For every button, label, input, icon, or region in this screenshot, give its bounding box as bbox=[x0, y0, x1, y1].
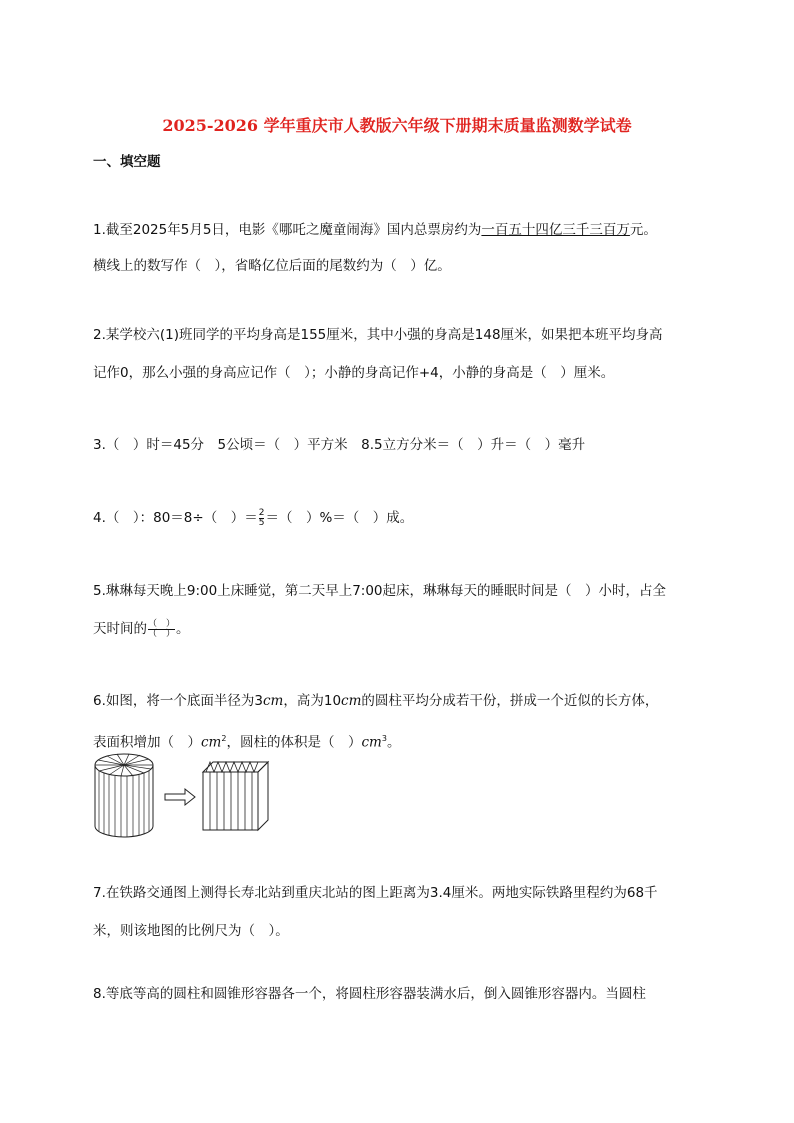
section-heading: 一、填空题 bbox=[93, 154, 161, 170]
question-3-line-1: 3.（ ）时＝45分 5公顷＝（ ）平方米 8.5立方分米＝（ ）升＝（ ）毫升 bbox=[93, 437, 586, 453]
question-5 bbox=[93, 573, 703, 647]
question-1-line-2: 横线上的数写作（ ），省略亿位后面的尾数约为（ ）亿。 bbox=[93, 258, 451, 274]
question-8-line-1: 8.等底等高的圆柱和圆锥形容器各一个，将圆柱形容器装满水后，倒入圆锥形容器内。当圆柱 bbox=[93, 986, 646, 1002]
fraction-two-fifths: $\frac{2}{5}$ bbox=[258, 507, 265, 528]
question-2-line-2: 记作0，那么小强的身高应记作（ ）；小静的身高记作+4，小静的身高是（ ）厘米。 bbox=[93, 365, 615, 381]
cuboid-shape bbox=[203, 762, 268, 830]
question-6-line-2: 表面积增加（ ）$cm^2$，圆柱的体积是（ ）$cm^3$。 bbox=[93, 734, 401, 751]
question-4 bbox=[93, 500, 703, 536]
fraction-blank: $\frac{( )}{( )}$ bbox=[148, 618, 176, 639]
question-4-line-1: 4.（ ）：80＝8÷（ ）＝ $\frac{2}{5}$ ＝（ ）%＝（ ）成。 bbox=[93, 507, 414, 528]
question-5-line-1: 5.琳琳每天晚上9:00上床睡觉，第二天早上7:00起床，琳琳每天的睡眠时间是（ ）小时，占全 bbox=[93, 583, 667, 599]
question-1 bbox=[93, 212, 703, 284]
question-8 bbox=[93, 976, 703, 1012]
question-1-line-1: 1.截至2025年5月5日，电影《哪吒之魔童闹海》国内总票房约为一百五十四亿三千三百万元。 bbox=[93, 222, 657, 238]
question-6-line-1: 6.如图，将一个底面半径为3cm，高为10cm的圆柱平均分成若干份，拼成一个近似的长方体， bbox=[93, 693, 659, 709]
page-title: 2025-2026 学年重庆市人教版六年级下册期末质量监测数学试卷 bbox=[162, 116, 632, 135]
question-2 bbox=[93, 317, 703, 391]
question-2-line-1: 2.某学校六(1)班同学的平均身高是155厘米，其中小强的身高是148厘米，如果把本班平均身高 bbox=[93, 327, 663, 343]
arrow-icon bbox=[165, 789, 195, 805]
question-7-line-2: 米，则该地图的比例尺为（ ）。 bbox=[93, 923, 289, 939]
underlined-number: 一百五十四亿三千三百万 bbox=[481, 222, 630, 238]
question-5-line-2: 天时间的 $\frac{( )}{( )}$ 。 bbox=[93, 618, 190, 639]
question-3 bbox=[93, 427, 703, 463]
cylinder-shape bbox=[95, 754, 153, 837]
question-6 bbox=[93, 683, 703, 761]
question-7-line-1: 7.在铁路交通图上测得长寿北站到重庆北站的图上距离为3.4厘米。两地实际铁路里程约为68千 bbox=[93, 885, 658, 901]
question-7 bbox=[93, 875, 703, 949]
cylinder-to-cuboid-figure bbox=[93, 752, 293, 840]
